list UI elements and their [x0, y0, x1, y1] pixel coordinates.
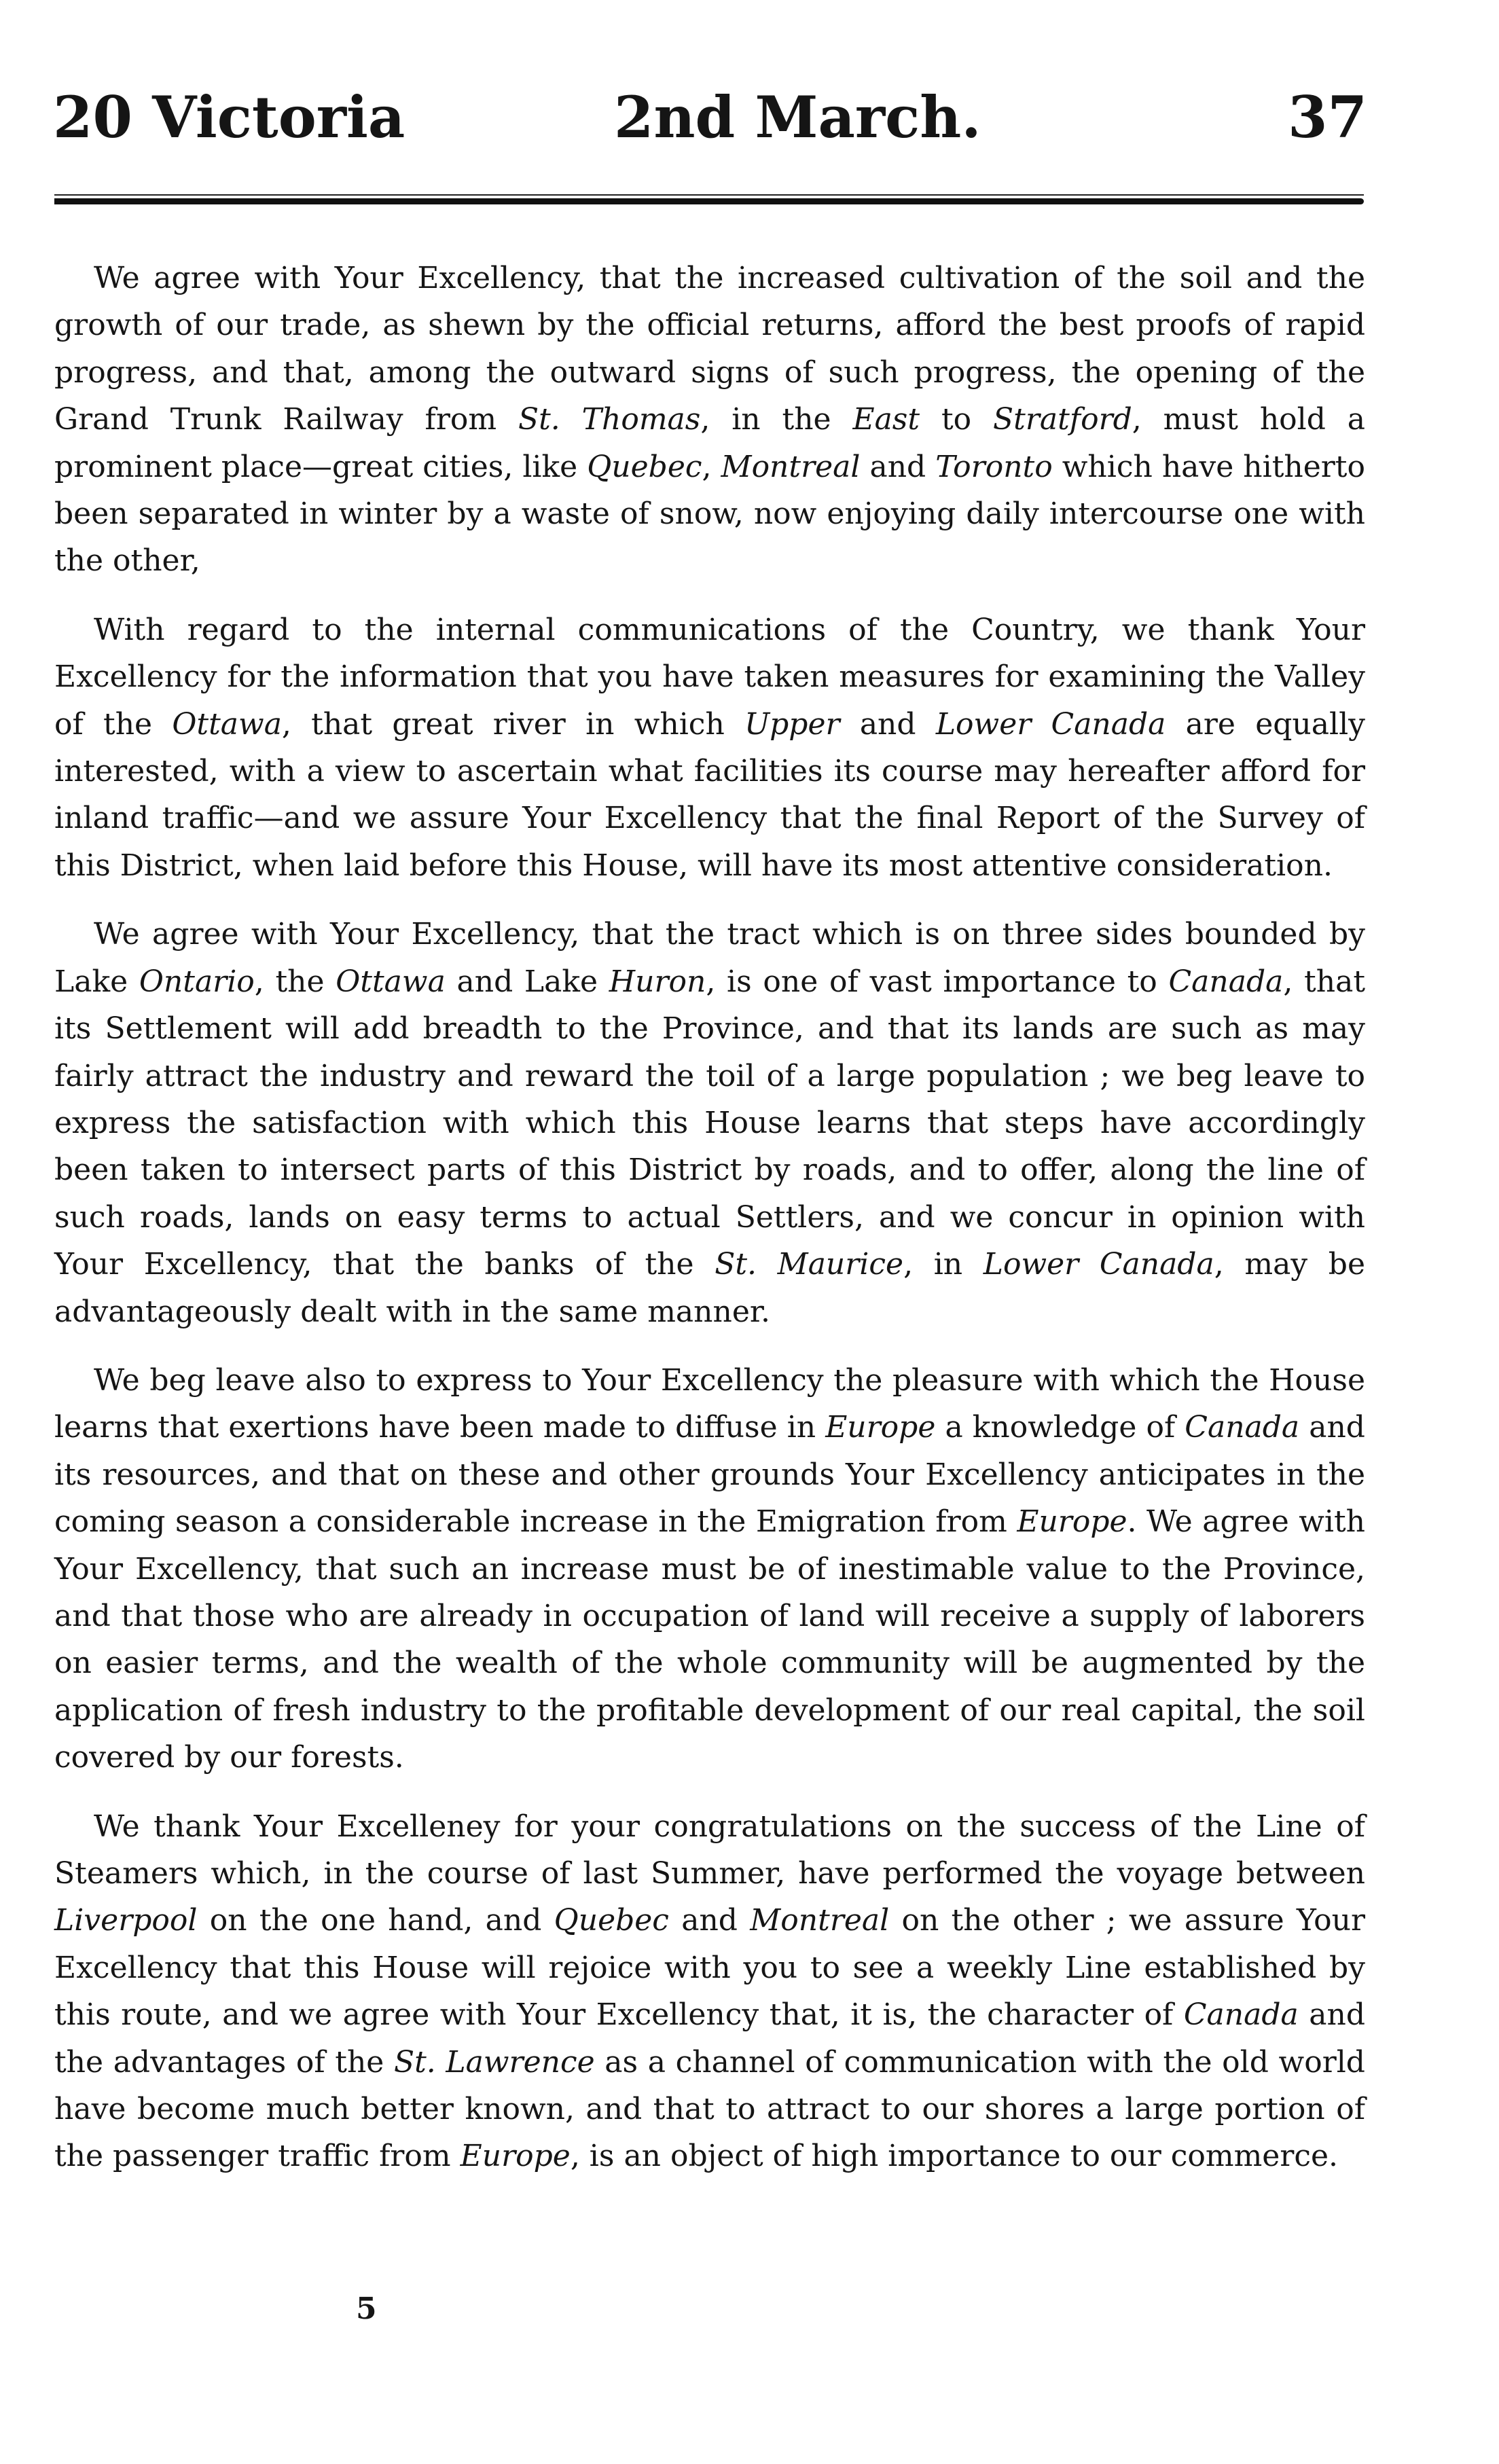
- italic-text: Canada: [1183, 1997, 1299, 2033]
- text-run: We beg leave also to express to Your Excellency the pleasure with which the House learns that exertions have been made to diffuse in: [54, 1362, 1365, 1445]
- text-run: . We agree with Your Excellency, that such an increase must be of inestimable value to the Province, and that those who are already in occupation of land will receive a supply of laborers on easier terms, and the wealth of the whole community will be augmented by the application of fresh industry to the profitable development of our real capital, the soil covered by our forests.: [54, 1504, 1366, 1775]
- paragraph-4: [54, 1357, 1365, 1781]
- italic-text: Ottawa: [336, 964, 446, 999]
- text-run: , in the: [700, 402, 853, 437]
- text-run: , that its Settlement will add breadth to the Province, and that its lands are such as may fairly attract the industry and reward the toil of a large population ; we beg leave to express the satisfaction with which this House learns that steps have accordingly been taken to intersect parts of this District by roads, and to offer, along the line of such roads, lands on easy terms to actual Settlers, and we concur in opinion with Your Excellency, that the banks of the: [54, 964, 1365, 1282]
- italic-text: Stratford: [993, 402, 1132, 437]
- text-run: With regard to the internal communications of the Country, we thank Your Excellency for the information that you have taken measures for examining the Valley of the: [54, 612, 1365, 742]
- text-run: We thank Your Excelleney for your congratulations on the success of the Line of Steamers which, in the course of last Summer, have performed the voyage between: [54, 1809, 1365, 1891]
- text-run: , in: [903, 1247, 983, 1282]
- italic-text: Lower Canada: [935, 706, 1166, 742]
- text-run: ,: [702, 449, 721, 484]
- header-rule: [54, 198, 1364, 204]
- italic-text: Liverpool: [54, 1903, 198, 1938]
- text-run: as a channel of communication with the old world have become much better known, and that to attract to our shores a large portion of the passenger traffic from: [54, 2044, 1365, 2174]
- signature-mark: 5: [356, 2291, 377, 2326]
- italic-text: St. Lawrence: [393, 2044, 595, 2080]
- session-label: 20 Victoria: [53, 84, 405, 151]
- italic-text: Upper: [744, 706, 840, 742]
- italic-text: Europe: [460, 2139, 571, 2174]
- italic-text: St. Thomas: [518, 402, 701, 437]
- italic-text: Europe: [825, 1410, 936, 1445]
- text-run: and: [839, 706, 936, 742]
- text-run: , is an object of high importance to our commerce.: [570, 2139, 1339, 2174]
- text-run: and: [860, 449, 936, 484]
- text-run: and its resources, and that on these and other grounds Your Excellency anticipates in the coming season a considerable increase in the Emigration from: [54, 1410, 1365, 1540]
- text-run: We agree with Your Excellency, that the increased cultivation of the soil and the growth of our trade, as shewn by the official returns, afford the best proofs of rapid progress, and that, among the outward signs of such progress, the opening of the Grand Trunk Railway from: [54, 261, 1365, 437]
- italic-text: Ontario: [139, 964, 255, 999]
- paragraph-5: [54, 1803, 1365, 2180]
- paragraph-3: [54, 911, 1365, 1335]
- text-run: a knowledge of: [935, 1410, 1185, 1445]
- text-run: on the one hand, and: [197, 1903, 554, 1938]
- date-label: 2nd March.: [614, 84, 981, 151]
- italic-text: Lower Canada: [983, 1247, 1214, 1282]
- text-run: are equally interested, with a view to ascertain what facilities its course may hereafter afford for inland traffic—and we assure Your Excellency that the final Report of the Survey of this District, when laid before this House, will have its most attentive consideration.: [54, 706, 1366, 883]
- text-run: and the advantages of the: [54, 1997, 1365, 2080]
- italic-text: Quebec: [587, 449, 702, 484]
- text-run: and: [668, 1903, 751, 1938]
- text-run: and Lake: [445, 964, 609, 999]
- text-run: We agree with Your Excellency, that the tract which is on three sides bounded by Lake: [54, 917, 1365, 999]
- text-run: , must hold a prominent place—great cities, like: [54, 402, 1366, 484]
- italic-text: Europe: [1017, 1504, 1127, 1540]
- italic-text: Montreal: [721, 449, 861, 484]
- text-run: to: [920, 402, 994, 437]
- italic-text: Montreal: [750, 1903, 890, 1938]
- paragraph-1: [54, 255, 1365, 585]
- header-rule-thin: [54, 194, 1364, 196]
- page-number: 37: [1288, 84, 1367, 151]
- text-run: on the other ; we assure Your Excellency that this House will rejoice with you to see a weekly Line established by this route, and we agree with Your Excellency that, it is, the character of: [54, 1903, 1366, 2033]
- page-header: [53, 80, 1367, 155]
- italic-text: Ottawa: [172, 706, 282, 742]
- text-run: , the: [254, 964, 336, 999]
- text-run: which have hitherto been separated in winter by a waste of snow, now enjoying daily intercourse one with the other,: [54, 449, 1365, 579]
- italic-text: Canada: [1168, 964, 1284, 999]
- italic-text: St. Maurice: [715, 1247, 904, 1282]
- italic-text: East: [852, 402, 920, 437]
- text-run: , may be advantageously dealt with in the same manner.: [54, 1247, 1366, 1329]
- paragraph-2: [54, 606, 1365, 889]
- body-text: [54, 255, 1365, 2202]
- text-run: , is one of vast importance to: [706, 964, 1169, 999]
- italic-text: Canada: [1185, 1410, 1300, 1445]
- italic-text: Quebec: [554, 1903, 669, 1938]
- italic-text: Huron: [609, 964, 706, 999]
- text-run: , that great river in which: [281, 706, 745, 742]
- italic-text: Toronto: [935, 449, 1053, 484]
